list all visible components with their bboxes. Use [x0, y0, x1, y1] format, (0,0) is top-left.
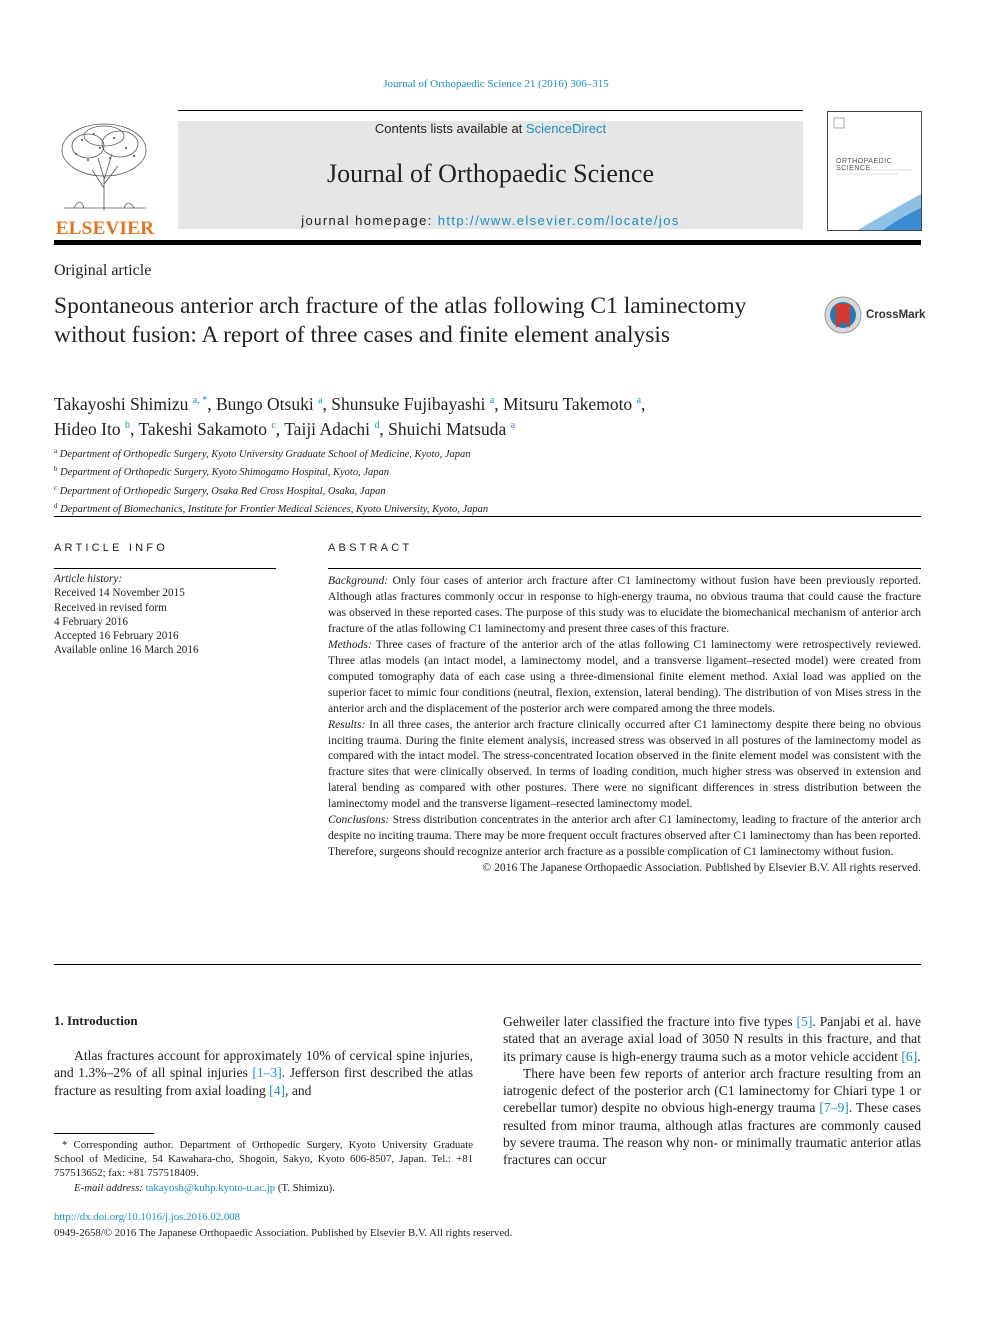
- body-text-run: Gehweiler later classified the fracture into five types: [503, 1014, 797, 1029]
- author-affiliation-marker[interactable]: a: [318, 395, 323, 406]
- intro-paragraph-3: [503, 1065, 921, 1169]
- author-separator: ,: [494, 394, 503, 414]
- author-affiliation-marker[interactable]: d: [374, 420, 380, 431]
- abstract-rule: [328, 568, 921, 569]
- history-label: Article history:: [54, 573, 123, 585]
- citation-link[interactable]: [5]: [796, 1014, 813, 1029]
- journal-cover-thumbnail[interactable]: [827, 111, 922, 231]
- corresponding-text: * Corresponding author. Department of Orthopedic Surgery, Kyoto University Graduate School of Medicine, 54 Kawahara-cho, Shogoin, Sakyo, Kyoto 606-8507, Japan. Tel.: +81 757513652; fax: +81 757518409.: [54, 1139, 473, 1180]
- author-list: [54, 390, 834, 440]
- conclusions-label: Conclusions:: [328, 813, 390, 827]
- history-lines: [54, 586, 276, 657]
- abstract-background: [328, 573, 921, 637]
- article-history: [54, 572, 276, 658]
- contents-prefix: Contents lists available at: [374, 121, 526, 136]
- history-entry: Received 14 November 2015: [54, 587, 185, 600]
- abstract-results: [328, 717, 921, 813]
- abstract-bottom-rule: [54, 964, 921, 965]
- results-text: In all three cases, the anterior arch fracture clinically occurred after C1 laminectomy despite there being no obvious inciting trauma. During the finite element analysis, increased stress was observed in all postures of the laminectomy model as compared with the intact model. The stress-concentrated location observed in the finite element model was consistent with the fracture sites that were clinically observed. In terms of loading condition, much higher stress was observed in extension and lateral bending as compared with other postures. There were no significant differences in stress distribution between the laminectomy model and the transverse ligament–resected laminectomy model.: [328, 717, 921, 811]
- history-entry: Available online 16 March 2016: [54, 644, 199, 657]
- sciencedirect-link[interactable]: ScienceDirect: [525, 121, 607, 136]
- corresponding-author-footnote: [54, 1138, 473, 1195]
- affiliation-text: Department of Orthopedic Surgery, Kyoto University Graduate School of Medicine, Kyoto, Japan: [57, 449, 471, 460]
- citation-link[interactable]: [1–3]: [252, 1065, 282, 1081]
- author-affiliation-marker[interactable]: b: [124, 420, 130, 431]
- article-info-heading: ARTICLE INFO: [54, 542, 168, 554]
- author-affiliation-marker[interactable]: a: [510, 420, 516, 431]
- affiliation-key: c: [54, 483, 58, 492]
- affiliation-key: d: [54, 502, 58, 511]
- author-affiliation-marker[interactable]: c: [271, 420, 276, 431]
- author-name[interactable]: Shuichi Matsuda: [388, 419, 507, 439]
- author-separator: ,: [379, 419, 389, 439]
- citation-link[interactable]: [6]: [901, 1048, 918, 1064]
- citation-link[interactable]: [7–9]: [819, 1100, 849, 1116]
- affiliations-rule: [54, 516, 921, 517]
- affiliation-line: [54, 462, 854, 480]
- issn-line: 0949-2658/© 2016 The Japanese Orthopaedic Association. Published by Elsevier B.V. All rights reserved.: [54, 1227, 513, 1239]
- elsevier-wordmark: ELSEVIER: [55, 218, 155, 239]
- body-text-run: , and: [285, 1082, 312, 1098]
- cover-title: ORTHOPAEDIC SCIENCE: [836, 158, 893, 172]
- author-name[interactable]: Bungo Otsuki: [215, 394, 314, 414]
- intro-column-right: [503, 1013, 921, 1169]
- affiliations: [54, 444, 854, 518]
- body-text-run: . These cases resulted from minor trauma, although atlas fractures are commonly caused by severe trauma. The reason why non- or minimally traumatic anterior atlas fractures can occur: [503, 1100, 921, 1168]
- body-text-run: .: [917, 1048, 921, 1064]
- author-name[interactable]: Takayoshi Shimizu: [54, 394, 189, 414]
- author-affiliation-marker[interactable]: a: [489, 395, 495, 406]
- crossmark-label: CrossMark: [866, 309, 926, 321]
- background-text: Only four cases of anterior arch fracture after C1 laminectomy without fusion have been previously reported. Although atlas fractures commonly occur in response to high-energy trauma, no obvious trauma that could cause the fracture was observed in these reported cases. The purpose of this study was to elucidate the biomechanical mechanism of anterior arch fracture of the atlas following C1 laminectomy and present three cases of this fracture.: [328, 574, 922, 635]
- contents-line: [178, 121, 803, 136]
- article-title: Spontaneous anterior arch fracture of the atlas following C1 laminectomy without fusion: A report of three cases and finite element analysis: [54, 293, 747, 348]
- author-name[interactable]: Shunsuke Fujibayashi: [331, 394, 486, 414]
- affiliation-key: b: [54, 465, 58, 474]
- email-link[interactable]: takayosh@kuhp.kyoto-u.ac.jp: [145, 1181, 276, 1194]
- abstract-methods: [328, 637, 921, 717]
- author-affiliation-marker[interactable]: a: [636, 395, 642, 406]
- article-type: Original article: [54, 262, 152, 279]
- homepage-link[interactable]: http://www.elsevier.com/locate/jos: [437, 213, 680, 228]
- journal-reference[interactable]: Journal of Orthopaedic Science 21 (2016) 306–315: [383, 78, 609, 90]
- abstract-heading: ABSTRACT: [328, 542, 413, 554]
- author-separator: ,: [641, 394, 646, 414]
- homepage-prefix: journal homepage:: [301, 213, 438, 228]
- body-text-run: There have been few reports of anterior arch fracture resulting from an iatrogenic defect of the posterior arch (C1 laminectomy for Chiari type 1 or cerebellar tumor) despite no obvious high-energy trauma: [503, 1065, 921, 1116]
- affiliation-line: [54, 444, 854, 462]
- author-separator: ,: [129, 419, 139, 439]
- author-name[interactable]: Hideo Ito: [54, 419, 121, 439]
- affiliation-text: Department of Orthopedic Surgery, Osaka Red Cross Hospital, Osaka, Japan: [57, 485, 386, 497]
- elsevier-tree-icon: [54, 118, 156, 214]
- intro-paragraph-1: [54, 1047, 473, 1099]
- affiliation-key: a: [54, 447, 58, 455]
- header-rule: [54, 240, 921, 245]
- email-line: [54, 1181, 473, 1195]
- methods-text: Three cases of fracture of the anterior arch of the atlas following C1 laminectomy were retrospectively reviewed. Three atlas models (an intact model, a laminectomy model, and a transverse ligament–resected model) were created from computed tomography data of each case using a three-dimensional finite element method. Axial load was applied on the superior facet to mimic four conditions (neutral, flexion, extension, lateral bending). The distribution of von Mises stress in the anterior arch and the displacement of the posterior arch were compared among the three models.: [328, 637, 921, 715]
- elsevier-logo[interactable]: [54, 118, 156, 239]
- history-entry: Accepted 16 February 2016: [54, 630, 179, 643]
- abstract-conclusions: [328, 812, 921, 860]
- author-name[interactable]: Takeshi Sakamoto: [138, 419, 267, 439]
- homepage-line: [178, 213, 803, 228]
- body-text-run: . Jefferson first described the atlas fracture as resulting from axial loading: [54, 1065, 473, 1098]
- intro-paragraph-2: [503, 1013, 921, 1065]
- article-info-rule: [54, 568, 276, 569]
- footnote-rule: [54, 1133, 154, 1134]
- history-entry: Received in revised form: [54, 601, 167, 614]
- affiliation-text: Department of Biomechanics, Institute for Frontier Medical Sciences, Kyoto University, Kyoto, Japan: [57, 504, 489, 516]
- affiliation-line: [54, 481, 854, 499]
- introduction-heading: 1. Introduction: [54, 1013, 138, 1028]
- intro-column-left: [54, 1047, 473, 1099]
- conclusions-text: Stress distribution concentrates in the anterior arch after C1 laminectomy, leading to fracture of the anterior arch despite no inciting trauma. There may be more frequent occult fractures observed after C1 laminectomy than has been reported. Therefore, surgeons should recognize anterior arch fracture as a possible complication of C1 laminectomy without fusion.: [328, 813, 921, 859]
- body-text-run: . Panjabi et al. have stated that an average axial load of 3050 N results in this fracture, and that its primary cause is high-energy trauma such as a motor vehicle accident: [503, 1014, 921, 1064]
- author-separator: ,: [322, 394, 332, 414]
- journal-title: Journal of Orthopaedic Science: [326, 159, 655, 188]
- email-suffix: (T. Shimizu).: [275, 1181, 335, 1194]
- author-separator: ,: [275, 419, 285, 439]
- background-label: Background:: [328, 574, 389, 587]
- journal-masthead: [178, 121, 803, 229]
- author-name[interactable]: Mitsuru Takemoto: [502, 394, 633, 414]
- body-text-run: Atlas fractures account for approximately 10% of cervical spine injuries, and 1.3%–2% of all spinal injuries: [54, 1048, 473, 1081]
- abstract-body: [328, 573, 921, 876]
- abstract-copyright: © 2016 The Japanese Orthopaedic Association. Published by Elsevier B.V. All rights reserved.: [482, 861, 921, 875]
- affiliation-text: Department of Orthopedic Surgery, Kyoto Shimogamo Hospital, Kyoto, Japan: [57, 467, 389, 479]
- history-entry: 4 February 2016: [54, 615, 128, 628]
- author-name[interactable]: Taiji Adachi: [284, 419, 370, 439]
- results-label: Results:: [328, 717, 366, 731]
- author-separator: ,: [207, 394, 216, 414]
- crossmark-icon: [824, 296, 864, 336]
- email-label: E-mail address:: [74, 1181, 146, 1194]
- author-affiliation-marker[interactable]: a, *: [192, 395, 208, 406]
- affiliation-line: [54, 499, 854, 517]
- doi-link[interactable]: http://dx.doi.org/10.1016/j.jos.2016.02.008: [54, 1211, 241, 1223]
- methods-label: Methods:: [328, 637, 372, 651]
- masthead-top-rule: [178, 110, 803, 111]
- citation-link[interactable]: [4]: [269, 1082, 286, 1098]
- crossmark-badge[interactable]: [824, 296, 924, 336]
